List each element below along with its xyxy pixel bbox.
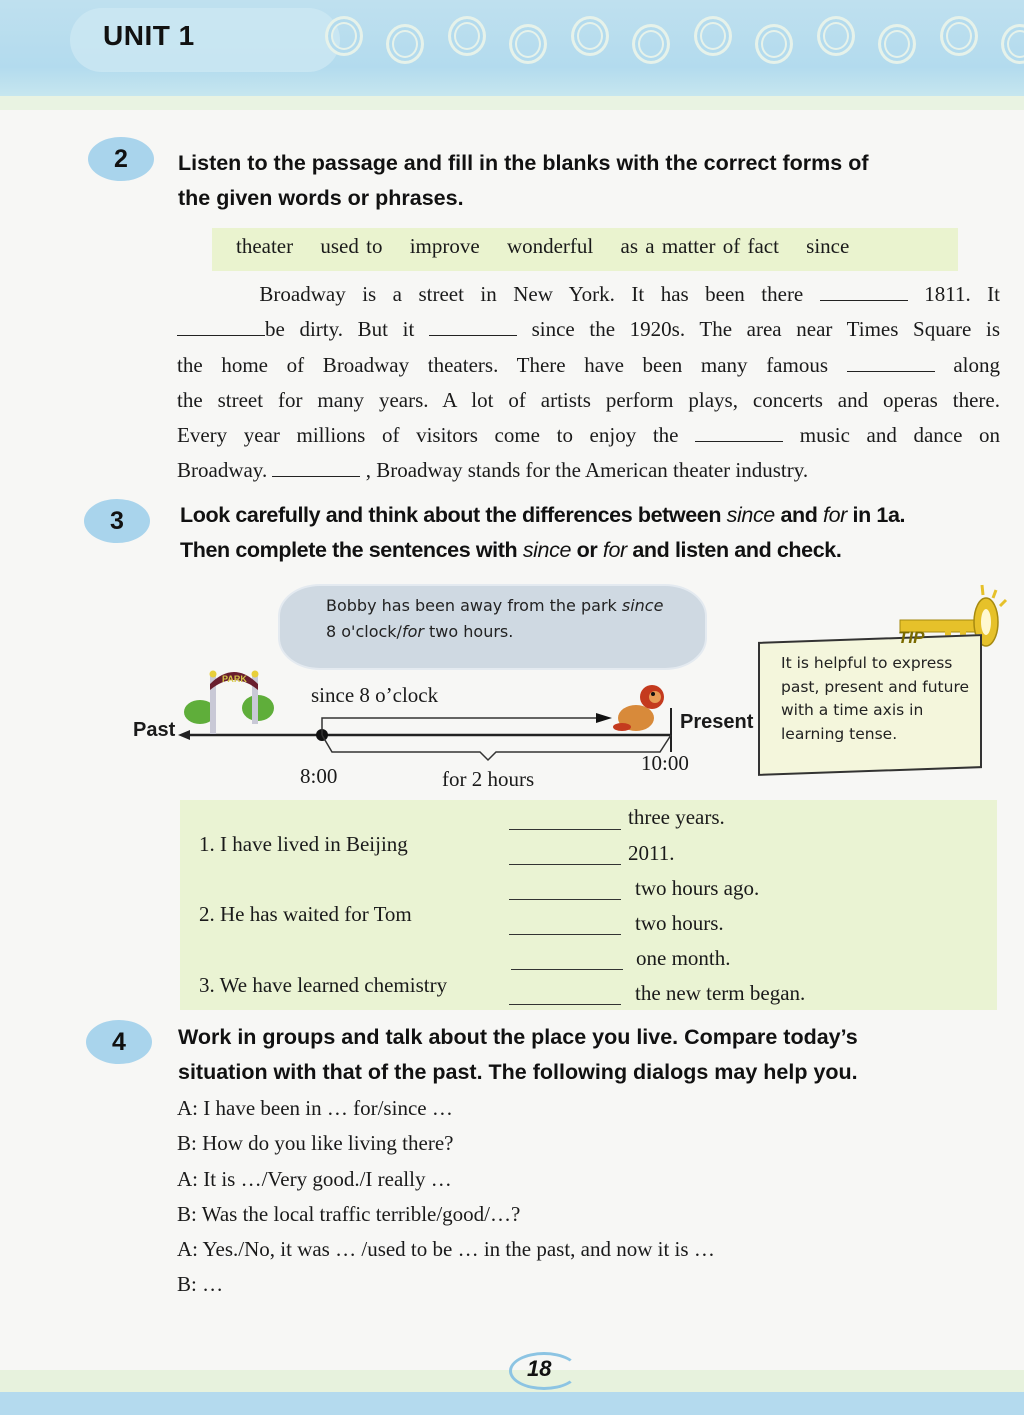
sentence-option: two hours. [635, 911, 724, 935]
exercise4-instruction [178, 1020, 858, 1090]
dialog-list [177, 1091, 715, 1303]
passage-text: since the 1920s. The area near Times Square is [531, 317, 1000, 342]
since-label: since 8 o’clock [311, 683, 439, 707]
word-bank-item: wonderful [506, 234, 594, 258]
instruction-line: Listen to the passage and fill in the blanks with the correct forms of [178, 151, 869, 175]
passage-text: be dirty. But it [265, 317, 415, 342]
tip-line: past, present and future [781, 677, 970, 696]
instruction-line: situation with that of the past. The following dialogs may help you. [178, 1060, 858, 1084]
instruction-line: Work in groups and talk about the place you live. Compare today’s [178, 1025, 858, 1049]
tip-line: It is helpful to express [781, 654, 953, 672]
dog-icon [613, 685, 664, 731]
sentence-option: the new term began. [635, 981, 806, 1005]
cloud-text: Bobby has been away from the park since 8 o'clock/for two hours. [326, 596, 664, 641]
fill-blank[interactable] [509, 1004, 621, 1005]
sentence-stem: 3. We have learned chemistry [199, 973, 448, 997]
passage-text: Broadway is a street in New York. It has been there [259, 282, 804, 306]
dialog-line: B: … [177, 1272, 224, 1297]
fill-blank[interactable] [511, 969, 623, 970]
past-arrowhead [178, 730, 190, 740]
passage-text: music and dance on [799, 423, 1001, 448]
dialog-line: A: I have been in … for/since … [177, 1096, 453, 1120]
passage-text: Every year millions of visitors come to enjoy the [177, 423, 679, 448]
sentence-option: two hours ago. [635, 876, 760, 900]
sentence-stem: 1. I have lived in Beijing [199, 832, 408, 856]
since-arrowhead [596, 713, 612, 723]
tip-line: learning tense. [781, 724, 898, 743]
instruction-line: the given words or phrases. [178, 186, 464, 210]
tip-label: TIP [898, 628, 925, 647]
passage-text: along [953, 352, 1001, 377]
since-bracket [322, 718, 600, 735]
start-time-label: 8:00 [300, 764, 338, 788]
word-bank-item: as a matter of fact [620, 234, 779, 258]
svg-text:PARK: PARK [222, 674, 247, 684]
word-bank-item: since [806, 234, 850, 258]
sentence-option: one month. [636, 946, 731, 970]
word-bank-item: theater [236, 234, 294, 258]
passage-text: the street for many years. A lot of artists perform plays, concerts and operas there. [177, 387, 1000, 412]
tip-line: with a time axis in [781, 701, 924, 719]
fill-blank[interactable] [509, 829, 621, 830]
unit-title: UNIT 1 [103, 20, 195, 51]
passage-text: 1811. It [924, 282, 1001, 306]
fill-blank[interactable] [509, 864, 621, 865]
word-bank-item: used to [320, 234, 383, 258]
tip-text [781, 652, 981, 746]
dialog-line: B: How do you like living there? [177, 1131, 454, 1156]
past-label: Past [133, 719, 176, 741]
end-time-label: 10:00 [641, 751, 689, 775]
fill-blank[interactable] [509, 899, 621, 900]
dialog-line: A: It is …/Very good./I really … [177, 1166, 452, 1191]
dialog-line: A: Yes./No, it was … /used to be … in the past, and now it is … [177, 1237, 715, 1262]
passage-text: Broadway. [177, 458, 268, 483]
footer-band [0, 1392, 1024, 1415]
for-label: for 2 hours [442, 767, 535, 791]
exercise-number-badge: 3 [84, 499, 150, 543]
word-bank-item: improve [409, 234, 480, 258]
passage-text: , Broadway stands for the American theater industry. [365, 458, 809, 483]
dialog-line: B: Was the local traffic terrible/good/…? [177, 1201, 521, 1226]
passage-text: the home of Broadway theaters. There have been many famous [177, 352, 829, 377]
for-bracket [322, 735, 671, 760]
fill-blank[interactable] [509, 934, 621, 935]
page-number: 18 [527, 1356, 552, 1381]
exercise-number-badge: 2 [88, 137, 154, 181]
sentence-stem: 2. He has waited for Tom [199, 902, 412, 926]
sentence-option: 2011. [628, 841, 675, 865]
sentence-option: three years. [628, 805, 725, 829]
instruction-line: Look carefully and think about the differences between since and for in 1a. [180, 503, 906, 527]
park-gate-icon [184, 671, 274, 735]
instruction-line: Then complete the sentences with since or for and listen and check. [180, 538, 842, 562]
present-label: Present [680, 711, 754, 733]
exercise-number-badge: 4 [86, 1020, 152, 1064]
page-number-badge [505, 1348, 585, 1388]
